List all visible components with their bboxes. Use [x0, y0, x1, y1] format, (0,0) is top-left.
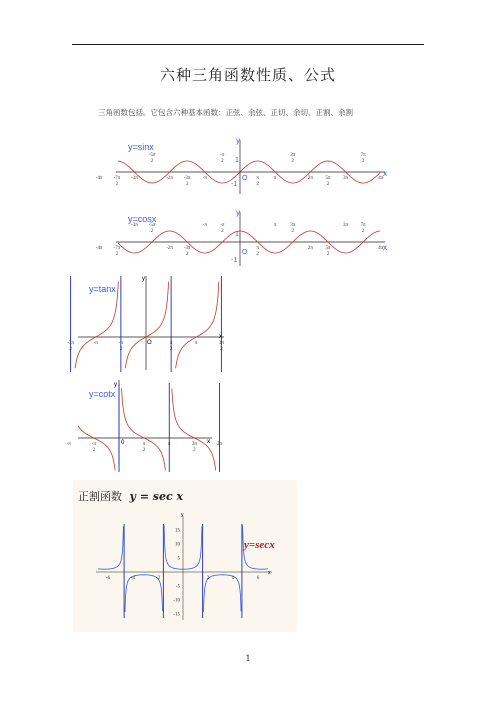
- cot-axis-y: y: [114, 382, 117, 388]
- sin-tick-bottom: -π: [202, 176, 207, 181]
- sec-ytick: -5: [175, 584, 180, 590]
- tan-tick: π 2: [169, 341, 173, 352]
- cos-tick-bottom: π 2: [256, 246, 259, 257]
- sec-ytick: 5: [177, 556, 180, 562]
- sin-label: y=sinx: [128, 142, 154, 152]
- cos-tick-top: -5π 2: [148, 223, 156, 234]
- cos-minus-one: -1: [231, 257, 238, 264]
- cos-tick-bottom: -4π: [95, 246, 103, 251]
- cot-tick: π 2: [142, 442, 146, 453]
- cos-tick-top: 3π 2: [290, 223, 296, 234]
- sec-ytick: 10: [175, 542, 180, 548]
- cot-label: y=cotx: [89, 389, 116, 399]
- tan-label: y=tanx: [89, 284, 116, 294]
- cot-tick: -π 2: [91, 442, 96, 453]
- sin-tick-bottom: 2π: [307, 176, 313, 181]
- tan-axis-y: y: [142, 276, 145, 282]
- cos-tick-top: -π: [202, 223, 207, 228]
- sin-origin: O: [242, 175, 248, 182]
- sec-xtick: 6: [256, 576, 260, 581]
- cos-tick-bottom: 5π 2: [325, 246, 331, 257]
- sin-tick-bottom: π 2: [256, 176, 259, 187]
- sec-ytick: -10: [173, 598, 180, 604]
- cot-tick: π: [167, 442, 171, 447]
- tan-tick: -3π 2: [67, 341, 74, 352]
- sec-ytick: -15: [173, 612, 180, 618]
- tan-axis-x: x: [219, 334, 222, 340]
- cos-tick-bottom: -7π 2: [113, 246, 121, 257]
- cot-axis-x: x: [207, 439, 210, 445]
- cos-tick-bottom: 2π: [307, 246, 313, 251]
- sec-axis-x: x: [268, 570, 271, 576]
- sin-tick-bottom: -4π: [95, 176, 103, 181]
- cos-tick-top: 7π 2: [360, 223, 366, 234]
- cos-origin: O: [242, 249, 248, 256]
- cos-axis-x: x: [383, 243, 387, 252]
- secant-formula: y = sec x: [129, 490, 184, 503]
- cos-tick-top: -3π: [131, 223, 138, 228]
- secant-title-prefix: 正割函数: [78, 490, 122, 503]
- cos-tick-top: π: [273, 223, 277, 228]
- tan-origin: O: [147, 340, 152, 346]
- sin-tick-top: -5π 2: [148, 153, 156, 164]
- cos-axis-y: y: [236, 208, 240, 217]
- sec-ytick: 15: [175, 528, 180, 534]
- sin-tick-bottom: 3π: [343, 176, 349, 181]
- cot-tick: 2π: [217, 442, 223, 447]
- tan-tick: π: [194, 341, 198, 346]
- sec-branch: [98, 527, 123, 570]
- sin-tick-bottom: 4π: [378, 176, 384, 181]
- sin-tick-top: 3π 2: [290, 153, 296, 164]
- sec-xtick: -4: [130, 576, 136, 581]
- cos-tick-bottom: -2π: [166, 246, 173, 251]
- sec-xtick: 4: [231, 576, 235, 581]
- tan-tick: 3π 2: [218, 341, 224, 352]
- sec-axis-y: y: [181, 512, 184, 518]
- sin-tick-top: -π 2: [220, 153, 225, 164]
- sec-xtick: 2: [206, 576, 210, 581]
- sin-tick-top: 7π 2: [360, 153, 366, 164]
- cos-one: 1: [235, 231, 239, 238]
- cos-tick-bottom: 4π: [378, 246, 384, 251]
- cos-tick-top: -π 2: [220, 223, 225, 234]
- sin-axis-x: x: [383, 169, 387, 178]
- sin-tick-bottom: -7π 2: [113, 176, 121, 187]
- cos-label: y=cosx: [128, 214, 157, 224]
- sin-axis-y: y: [236, 136, 240, 145]
- sin-tick-bottom: 5π 2: [325, 176, 331, 187]
- sin-minus-one: -1: [231, 181, 238, 188]
- sin-tick-bottom: -2π: [166, 176, 173, 181]
- sin-tick-bottom: π: [273, 176, 277, 181]
- cos-tick-bottom: -3π 2: [183, 246, 191, 257]
- cos-tick-top: 3π: [343, 223, 349, 228]
- sec-xtick: -6: [105, 576, 111, 581]
- cot-tick: 3π 2: [191, 442, 197, 453]
- tan-tick: -π 2: [118, 341, 123, 352]
- intro-text: 三角函数包括。它包含六种基本函数：正弦、余弦、正切、余切、正割、余割: [98, 108, 353, 117]
- tan-tick: -π: [93, 341, 98, 346]
- sin-tick-bottom: -3π 2: [183, 176, 191, 187]
- sin-one: 1: [235, 157, 239, 164]
- sec-xtick: -2: [155, 576, 161, 581]
- page-title: 六种三角函数性质、公式: [159, 66, 336, 84]
- sin-tick-bottom: -3π: [131, 176, 138, 181]
- sec-legend: y=secx: [244, 539, 275, 551]
- cot-tick: -π: [66, 442, 71, 447]
- cot-origin: 0: [121, 440, 125, 446]
- page-number: 1: [245, 654, 251, 663]
